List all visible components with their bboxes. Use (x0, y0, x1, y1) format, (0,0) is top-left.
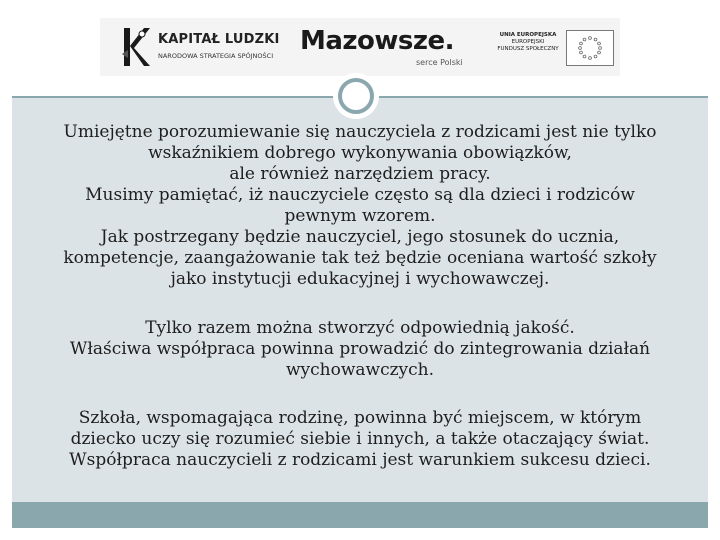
p3-line: Współpraca nauczycieli z rodzicami jest warunkiem sukcesu dzieci. (69, 450, 651, 470)
kapital-title: KAPITAŁ LUDZKI (158, 32, 280, 47)
mazowsze-subtitle: serce Polski (416, 58, 463, 67)
p3-line: dziecko uczy się rozumieć siebie i innych, a także otaczający świat. (70, 429, 650, 449)
decorative-ring-icon (338, 78, 374, 114)
p3-line: Szkoła, wspomagająca rodzinę, powinna być miejscem, w którym (78, 408, 642, 428)
eu-line-1: UNIA EUROPEJSKA (499, 32, 557, 38)
kapital-ludzki-logo (118, 24, 288, 70)
kapital-subtitle: NARODOWA STRATEGIA SPÓJNOŚCI (158, 52, 274, 60)
mazowsze-logo (300, 26, 470, 70)
p2-line: Właściwa współpraca powinna prowadzić do zintegrowania działań (69, 339, 651, 359)
p1-line: kompetencje, zaangażowanie tak też będzie oceniana wartość szkoły (63, 248, 657, 268)
p1-line: Jak postrzegany będzie nauczyciel, jego stosunek do ucznia, (100, 227, 620, 247)
p2-line: wychowawczych. (285, 360, 435, 380)
p1-line: Umiejętne porozumiewanie się nauczyciela z rodzicami jest nie tylko (63, 122, 657, 142)
eu-logo (492, 30, 617, 66)
kapital-ludzki-icon (118, 24, 152, 70)
eu-text (492, 32, 564, 53)
p2-line: Tylko razem można stworzyć odpowiednią jakość. (145, 318, 575, 338)
p1-line: ale również narzędziem pracy. (229, 164, 491, 184)
p1-line: Musimy pamiętać, iż nauczyciele często są dla dzieci i rodziców (85, 185, 635, 205)
p1-line: wskaźnikiem dobrego wykonywania obowiązków, (148, 143, 572, 163)
eu-flag-icon (566, 30, 614, 66)
p1-line: jako instytucji edukacyjnej i wychowawczej. (170, 269, 550, 289)
bottom-bar (12, 502, 708, 528)
paragraph-1 (14, 122, 706, 290)
paragraph-3 (14, 408, 706, 471)
paragraph-2 (14, 318, 706, 381)
eu-line-3: FUNDUSZ SPOŁECZNY (497, 46, 559, 52)
p1-line: pewnym wzorem. (284, 206, 436, 226)
eu-line-2: EUROPEJSKI (511, 39, 545, 45)
mazowsze-word: Mazowsze. (300, 26, 455, 56)
